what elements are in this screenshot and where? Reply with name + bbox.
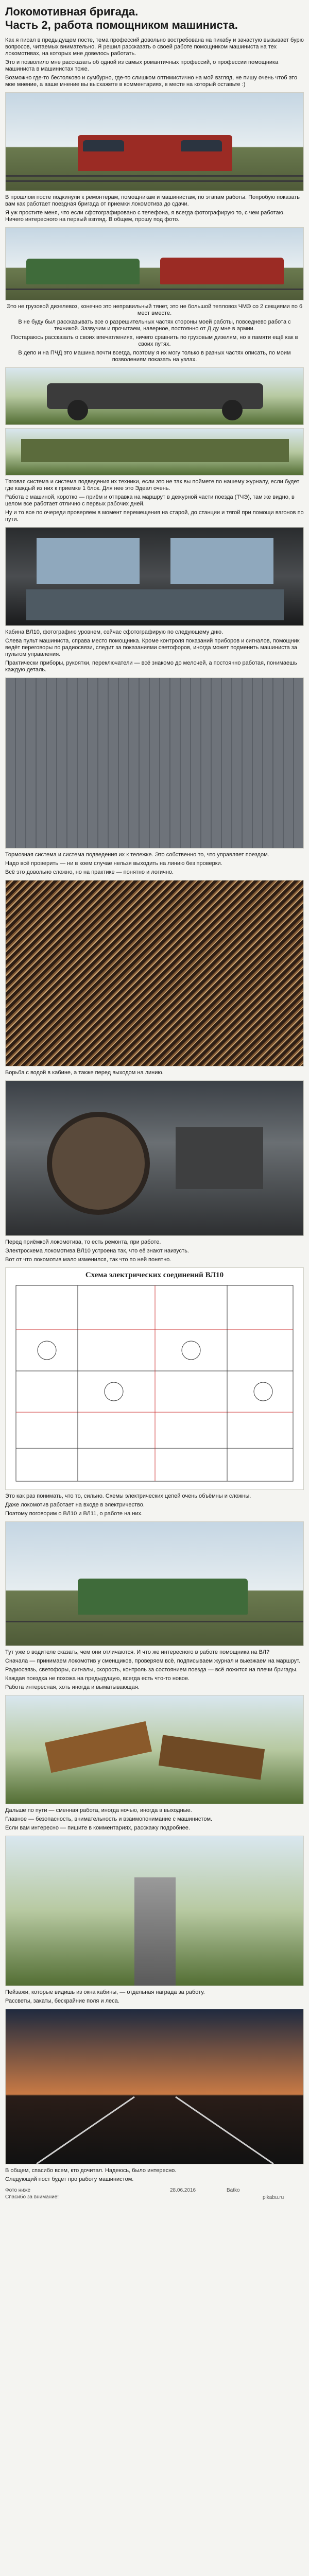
photo-relay-panel bbox=[5, 677, 304, 849]
paragraph: В депо и на ПЧД это машина почти всегда, поэтому я их могу только в разных частях описать, по моим позволениям показать на узлах. bbox=[18, 350, 291, 363]
paragraph: Это и позволило мне рассказать об одной из самых романтичных профессий, о профессии помощника машиниста в машинистах тоже. bbox=[5, 59, 279, 72]
paragraph: Перед приёмкой локомотива, то есть ремонта, при работе. bbox=[5, 1239, 161, 1245]
photo-cab bbox=[5, 527, 304, 626]
photo-wagon bbox=[5, 428, 304, 476]
text-block bbox=[5, 194, 304, 223]
text-block bbox=[5, 1649, 304, 1691]
paragraph: Практически приборы, рукоятки, переключатели — всё знакомо до мелочей, а постоянно работая, понимаешь каждую деталь. bbox=[5, 660, 297, 673]
post-footer bbox=[5, 2187, 304, 2208]
paragraph: Если вам интересно — пишите в комментариях, расскажу подробнее. bbox=[5, 1825, 190, 1831]
paragraph: Вот от что локомотив мало изменился, так что по ней понятно. bbox=[5, 1257, 171, 1263]
paragraph: Постараюсь рассказать о своих впечатлениях, ничего сравнить по грузовым дизелям, но в памяти ещё как в своих путях. bbox=[11, 334, 298, 347]
text-block bbox=[5, 303, 304, 363]
photo-locomotive bbox=[5, 92, 304, 191]
paragraph: В не буду был рассказывать все о разрешительных частях стороны моей работы, повседнево работа с техникой. Зазвучим и прочитаем, наверное, постоянно от Д ду мне в армии. bbox=[18, 319, 291, 332]
paragraph: Главное — безопасность, внимательность и взаимопонимание с машинистом. bbox=[5, 1816, 213, 1822]
text-block bbox=[5, 852, 304, 876]
paragraph: Дальше по пути — сменная работа, иногда ночью, иногда в выходные. bbox=[5, 1807, 192, 1814]
paragraph: Кабина ВЛ10, фотографию уровнем, сейчас сфотографирую по следующему дню. bbox=[5, 629, 224, 635]
photo-sunset-rails bbox=[5, 2009, 304, 2164]
photo-accident bbox=[5, 1695, 304, 1804]
text-block bbox=[5, 1070, 304, 1076]
paragraph: Возможно где-то бестолково и сумбурно, где-то слишком оптимистично на мой взгляд, не пишу очень чтоб это мое мнение, а ваше мнение вы выскажете в комментариях, в месте на который оставьте :) bbox=[5, 75, 298, 88]
post-date: 28.06.2016 bbox=[170, 2188, 196, 2193]
paragraph: Слева пульт машиниста, справа место помощника. Кроме контроля показаний приборов и сигналов, помощник ведёт переговоры по радиосвязи, следит за показаниями светофоров, иногда может подменить машиниста за пультом управления. bbox=[5, 638, 300, 657]
photo-train-route bbox=[5, 1521, 304, 1646]
paragraph: Пейзажи, которые видишь из окна кабины, — отдельная награда за работу. bbox=[5, 1989, 205, 1995]
post-author[interactable]: Batko bbox=[227, 2188, 240, 2193]
paragraph: Следующий пост будет про работу машинистом. bbox=[5, 2176, 134, 2182]
paragraph: Ну и то все по очереди проверяем в момент перемещения на старой, до станции и тягой при помощи вагонов по пути. bbox=[5, 510, 304, 522]
scheme-lines bbox=[6, 1268, 303, 1489]
post-title bbox=[5, 5, 304, 32]
paragraph: Я уж простите меня, что если сфотографировано с телефона, я всегда фотографирую то, с чем работаю. Ничего интересного на первый взгляд. В общем, прошу под фото. bbox=[5, 210, 285, 223]
text-block bbox=[5, 2167, 304, 2183]
paragraph: Надо всё проверить — ни в коем случае нельзя выходить на линию без проверки. bbox=[5, 860, 222, 867]
footer-line-2: Спасибо за внимание! bbox=[5, 2194, 59, 2200]
rails-lines bbox=[6, 2009, 303, 2164]
post-header bbox=[5, 0, 304, 35]
photo-forest-track bbox=[5, 1836, 304, 1986]
title-line-1: Локомотивная бригада. bbox=[5, 5, 139, 18]
text-block bbox=[5, 1239, 304, 1263]
intro-text bbox=[5, 37, 304, 88]
paragraph: Поэтому поговорим о ВЛ10 и ВЛ11, о работе на них. bbox=[5, 1511, 143, 1517]
paragraph: Сначала — принимаем локомотив у сменщиков, проверяем всё, подписываем журнал и выезжаем на маршрут. bbox=[5, 1658, 300, 1664]
paragraph: В прошлом посте подкинули к ремонтерам, помощникам и машинистам, по этапам работы. Попробую показать вам как работает поездная бригада от приемки локомотива до сдачи. bbox=[5, 194, 300, 207]
text-block bbox=[5, 1989, 304, 2005]
title-line-2: Часть 2, работа помощником машиниста. bbox=[5, 19, 238, 31]
text-block bbox=[5, 629, 304, 673]
paragraph: Тяговая система и система подведения их техники, если это не так вы поймете по нашему журналу, если будет где каждый из них к приемке 1 блок. Для нее это Эдеал очень. bbox=[5, 479, 300, 492]
site-name[interactable]: pikabu.ru bbox=[263, 2195, 284, 2200]
paragraph: Это не грузовой дизелевоз, конечно это неправильный тянет, это не большой тепловоз ЧМЭ со 2 секциями по 6 мест вместе. bbox=[6, 303, 303, 316]
paragraph: В общем, спасибо всем, кто дочитал. Надеюсь, было интересно. bbox=[5, 2167, 177, 2174]
footer-line-1: Фото ниже bbox=[5, 2188, 31, 2193]
paragraph: Радиосвязь, светофоры, сигналы, скорость, контроль за состоянием поезда — всё ложится на плечи бригады. bbox=[5, 1667, 298, 1673]
diagram-electric-scheme bbox=[5, 1267, 304, 1490]
paragraph: Борьба с водой в кабине, а также перед выходом на линию. bbox=[5, 1070, 164, 1076]
photo-brake bbox=[5, 1080, 304, 1236]
post bbox=[5, 0, 304, 2212]
paragraph: Тормозная система и система подведения их к тележке. Это собственно то, что управляет поездом. bbox=[5, 852, 269, 858]
text-block bbox=[5, 1493, 304, 1517]
paragraph: Как я писал в предыдущем посте, тема профессий довольно востребована на пикабу и зачастую вызывает бурю вопросов, читаемых внимательно. Я решил рассказать о своей работе помощником машиниста на тех локомотивах, на которых мне довелось работать. bbox=[5, 37, 304, 57]
paragraph: Работа с машиной, коротко — приём и отправка на маршрут в дежурной части поезда (ТЧЭ), там же видно, в целом все работает отлично с первых рабочих дней. bbox=[5, 494, 295, 507]
photo-depot bbox=[5, 227, 304, 300]
paragraph: Всё это довольно сложно, но на практике — понятно и логично. bbox=[5, 869, 174, 875]
paragraph: Рассветы, закаты, бескрайние поля и леса. bbox=[5, 1998, 119, 2004]
text-block bbox=[5, 1807, 304, 1832]
scheme-title: Схема электрических соединений ВЛ10 bbox=[85, 1271, 224, 1279]
paragraph: Это как раз понимать, что то, сильно. Схемы электрических цепей очень объёмны и сложны. bbox=[5, 1493, 251, 1499]
text-block bbox=[5, 479, 304, 523]
paragraph: Тут уже о водителе сказать, чем они отличаются. И что же интересного в работе помощника на ВЛ? bbox=[5, 1649, 270, 1655]
paragraph: Электросхема локомотива ВЛ10 устроена так, что её знают наизусть. bbox=[5, 1248, 189, 1254]
paragraph: Каждая поездка не похожа на предыдущую, всегда есть что-то новое. bbox=[5, 1675, 190, 1682]
photo-wiring bbox=[5, 880, 304, 1066]
photo-bogie bbox=[5, 367, 304, 425]
paragraph: Работа интересная, хоть иногда и выматывающая. bbox=[5, 1684, 140, 1690]
paragraph: Даже локомотив работает на входе в электричество. bbox=[5, 1502, 145, 1508]
